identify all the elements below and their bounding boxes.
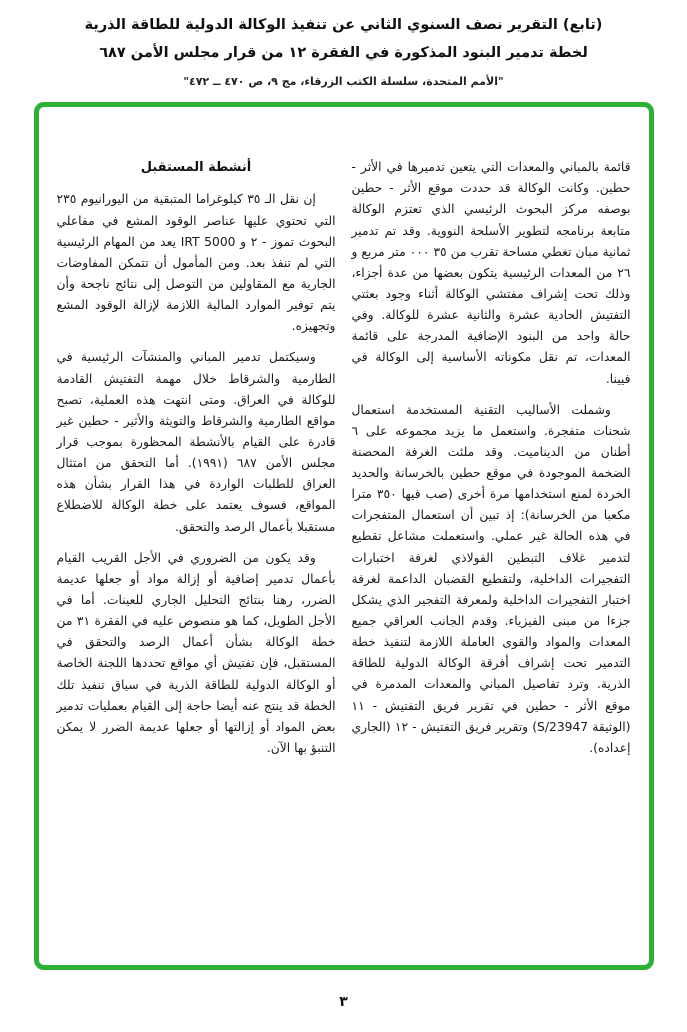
- header-source-citation: "الأمم المتحدة، سلسلة الكتب الزرقاء، مج ٩، ص ٤٧٠ ــ ٤٧٢": [183, 75, 504, 89]
- content-border-box: [34, 102, 654, 970]
- two-column-layout: [57, 157, 631, 769]
- page-header: [0, 0, 687, 88]
- page-footer: [0, 991, 687, 1010]
- paragraph: وسيكتمل تدمير المباني والمنشآت الرئيسية في الطارمية والشرقاط خلال مهمة التفتيش القادمة للوكالة في العراق. ومتى انتهت هذه العملية، تصبح مواقع الطارمية والشرقاط والتويثة والأثير - حطين غير قادرة على القيام بالأنشطة المحظورة بموجب قرار مجلس الأمن ٦٨٧ (١٩٩١). أما التحقق من امتثال العراق للطلبات الواردة في هذا القرار بشأن هذه المواقع، فسوف يعتمد على خطة الوكالة للاضطلاع مستقبلا بأعمال الرصد والتحقق.: [56, 350, 336, 534]
- page-number: ٣: [339, 994, 348, 1010]
- paragraph: إن نقل الـ ٣٥ كيلوغراما المتبقية من اليورانيوم ٢٣٥ التي تحتوي عليها عناصر الوقود المشع في مفاعلي البحوث تموز - ٢ و IRT 5000 يعد من المهام الرئيسية التي لم تنفذ بعد. ومن المأمول أن تتمكن المفاوضات الجارية مع المقاولين من التوصل إلى نتائج ناجحة وأن يتم توفير الموارد المالية اللازمة لإزالة الوقود المشع وتجهيزه.: [56, 192, 336, 334]
- paragraph: وقد يكون من الضروري في الأجل القريب القيام بأعمال تدمير إضافية أو إزالة مواد أو جعلها عديمة الضرر، رهنا بنتائج التحليل الجاري للعينات. أما في الأجل الطويل، كما هو منصوص عليه في الفقرة ٣١ من خطة الوكالة بشأن أعمال الرصد والتحقق في المستقبل، فإن تفتيش أي مواقع تحددها اللجنة الخاصة أو الوكالة الدولية للطاقة الذرية في سياق تنفيذ تلك الخطة قد ينتج عنه أيضا حاجة إلى القيام بعمليات تدمير بعض المواد أو إزالتها أو جعلها عديمة الضرر لا يمكن التنبؤ بها الآن.: [56, 550, 336, 755]
- section-heading-future-activities: أنشطة المستقبل: [140, 160, 252, 176]
- column-left: [57, 157, 336, 769]
- paragraph-continuation: قائمة بالمباني والمعدات التي يتعين تدميرها في الأثر - حطين. وكانت الوكالة قد حددت موقع الأثر - حطين بوصفه مركز البحوث الرئيسي الذي تعتزم الوكالة متابعة برنامجه لتطوير الأسلحة النووية. وقد تم تدمير ثمانية مبان تغطي مساحة تقرب من ٣٥ ٠٠٠ متر مربع و ٢٦ من المعدات الرئيسية يتكون بعضها من عدة أجزاء، وذلك تحت إشراف مفتشي الوكالة أثناء وجود بعثتي التفتيش الحادية عشرة والثانية عشرة للوكالة. وفي حالة واحد من البنود الإضافية المدرجة على قائمة المعدات، تم نقل مكوناته الأساسية إلى الوكالة في فيينا.: [351, 160, 631, 386]
- paragraph: وشملت الأساليب التقنية المستخدمة استعمال شحنات متفجرة. واستعمل ما يزيد مجموعه على ٦ أطنان من الديناميت. وقد ملئت الغرفة المحصنة الضخمة الموجودة في موقع حطين بالخرسانة والحديد الخردة لمنع استخدامها مرة أخرى (صب فيها ٣٥٠ مترا مكعبا من الخرسانة): إذ تبين أن استعمال المتفجرات في هذه الحالة غير عملي. واستعملت مشاعل تقطيع لتدمير غلاف التبطين الفولاذي لغرفة اختبارات التفجيرات الداخلية، ولتقطيع القضبان الداعمة لغرفة اختبار التفجيرات الداخلية ولمعرفة التفجير الذي يشكل جزءا من مبنى الفيزياء. وقدم الجانب العراقي جميع المعدات والمواد والقوى العاملة اللازمة لتنفيذ خطة التدمير تحت إشراف أفرقة الوكالة الدولية للطاقة الذرية. وترد تفاصيل المباني والمعدات المدمرة في موقع الأثر - حطين في تقرير فريق التفتيش - ١١ (الوثيقة S/23947) وتقرير فريق التفتيش - ١٢ (الجاري إعداده).: [351, 402, 631, 755]
- header-title-line2: لخطة تدمير البنود المذكورة في الفقرة ١٢ من قرار مجلس الأمن ٦٨٧: [99, 44, 588, 61]
- column-right: [352, 157, 631, 769]
- header-title-line1: (تابع) التقرير نصف السنوي الثاني عن تنفيذ الوكالة الدولية للطاقة الذرية: [84, 17, 603, 33]
